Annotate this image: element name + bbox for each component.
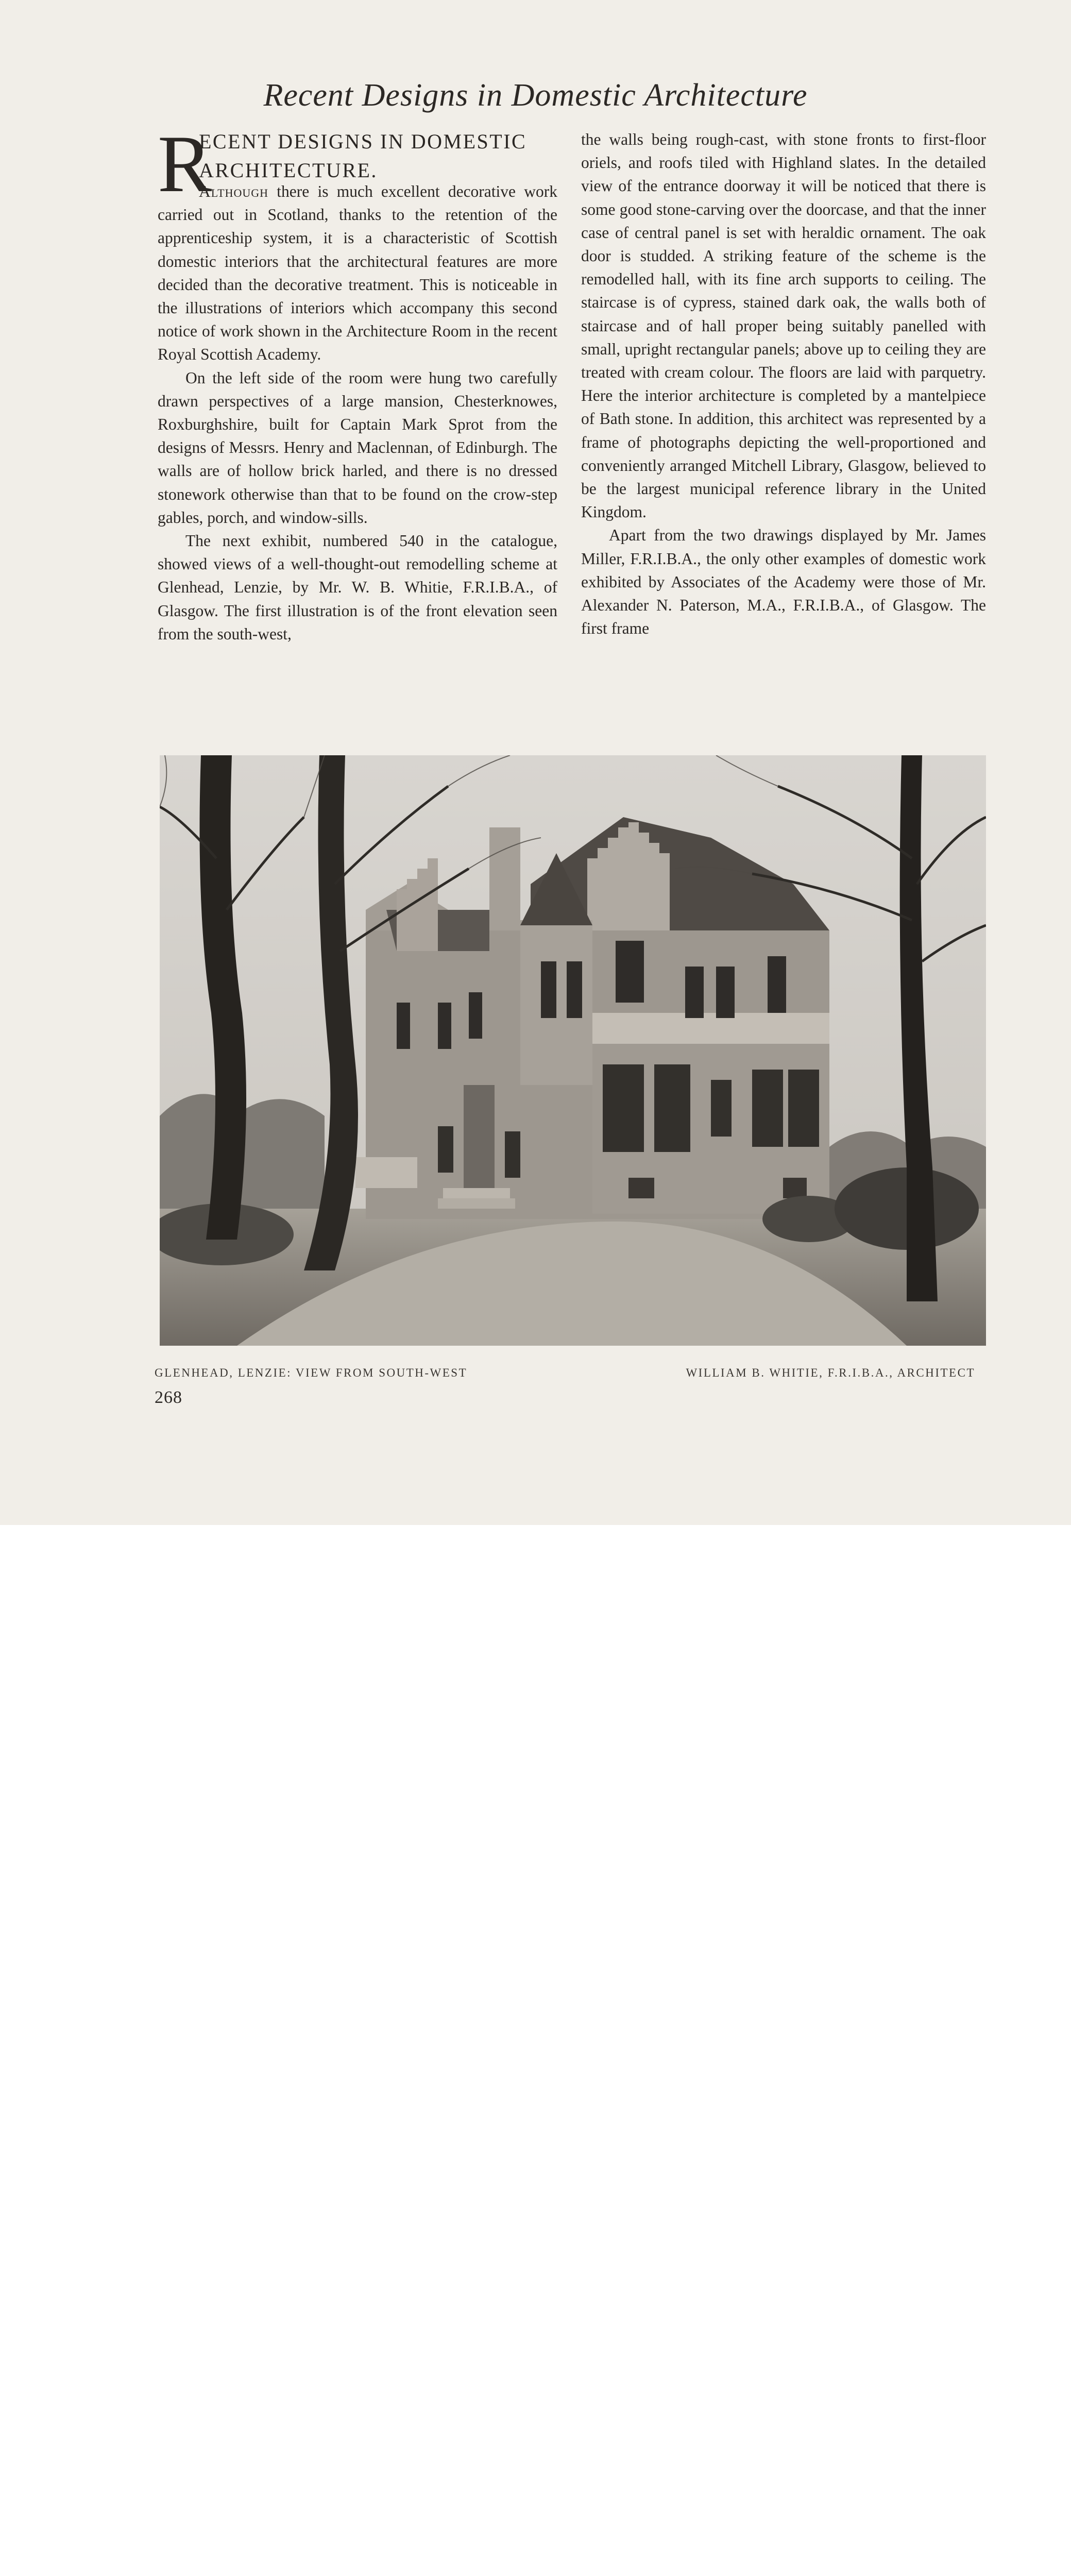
article-heading [158,119,557,209]
paragraph-2: On the left side of the room were hung two carefully drawn perspectives of a large mansion, Chesterknowes, Roxburghshire, built for Captain Mark Sprot from the designs of Messrs. Henry and Maclennan, of Edinburgh. The walls are of hollow brick harled, and there is no dressed stonework otherwise than that to be found on the crow-step gables, porch, and window-sills. [158,368,557,527]
paragraph-1-text: there is much excellent decorative work carried out in Scotland, thanks to the retention of the apprenticeship system, it is a characteristic of Scottish domestic interiors that the architectural features are more decided than the decorative treatment. This is noticeable in the illustrations of interiors which accompany this second notice of work shown in the Architecture Room in the recent Royal Scottish Academy. [158,182,557,364]
right-column [581,128,986,640]
paragraph-1 [158,180,557,366]
house-photograph [160,755,986,1346]
drop-cap: R [158,119,212,209]
footer-bar [0,1525,1071,1617]
heading-line-2: ARCHITECTURE. [199,159,378,182]
heading-line-1: ECENT DESIGNS IN DOMESTIC [199,130,527,153]
paragraph-5: Apart from the two drawings displayed by Mr. James Miller, F.R.I.B.A., the only other examples of domestic work exhibited by Associates of the Academy were those of Mr. Alexander N. Paterson, M.A., F.R.I.B.A., of Glasgow. The first frame [581,526,986,638]
figure-caption-architect: WILLIAM B. WHITIE, F.R.I.B.A., ARCHITECT [686,1366,975,1379]
photograph-illustration [160,755,986,1346]
page-number: 268 [155,1388,182,1407]
left-column [158,119,557,646]
figure-caption-title: GLENHEAD, LENZIE: VIEW FROM SOUTH-WEST [155,1366,468,1379]
paragraph-3: The next exhibit, numbered 540 in the catalogue, showed views of a well-thought-out remodelling scheme at Glenhead, Lenzie, by Mr. W. B. Whitie, F.R.I.B.A., of Glasgow. The first illustration is of the front elevation seen from the south-west, [158,532,557,643]
running-title: Recent Designs in Domestic Architecture [263,78,808,113]
paragraph-4: the walls being rough-cast, with stone fronts to first-floor oriels, and roofs tiled with Highland slates. In the detailed view of the entrance doorway it will be noticed that there is some good stone-carving over the doorcase, and that the inner case of central panel is set with heraldic ornament. The oak door is studded. A striking feature of the scheme is the remodelled hall, with its fine arch supports to ceiling. The staircase is of cypress, stained dark oak, the walls both of staircase and of hall proper being suitably panelled with small, upright rectangular panels; above up to ceiling they are treated with cream colour. The floors are laid with parquetry. Here the interior architecture is completed by a mantelpiece of Bath stone. In addition, this architect was represented by a frame of photographs depicting the well-proportioned and conveniently arranged Mitchell Library, Glasgow, believed to be the largest municipal reference library in the United Kingdom. [581,130,986,521]
paragraph-1-lead: Although [199,182,269,200]
